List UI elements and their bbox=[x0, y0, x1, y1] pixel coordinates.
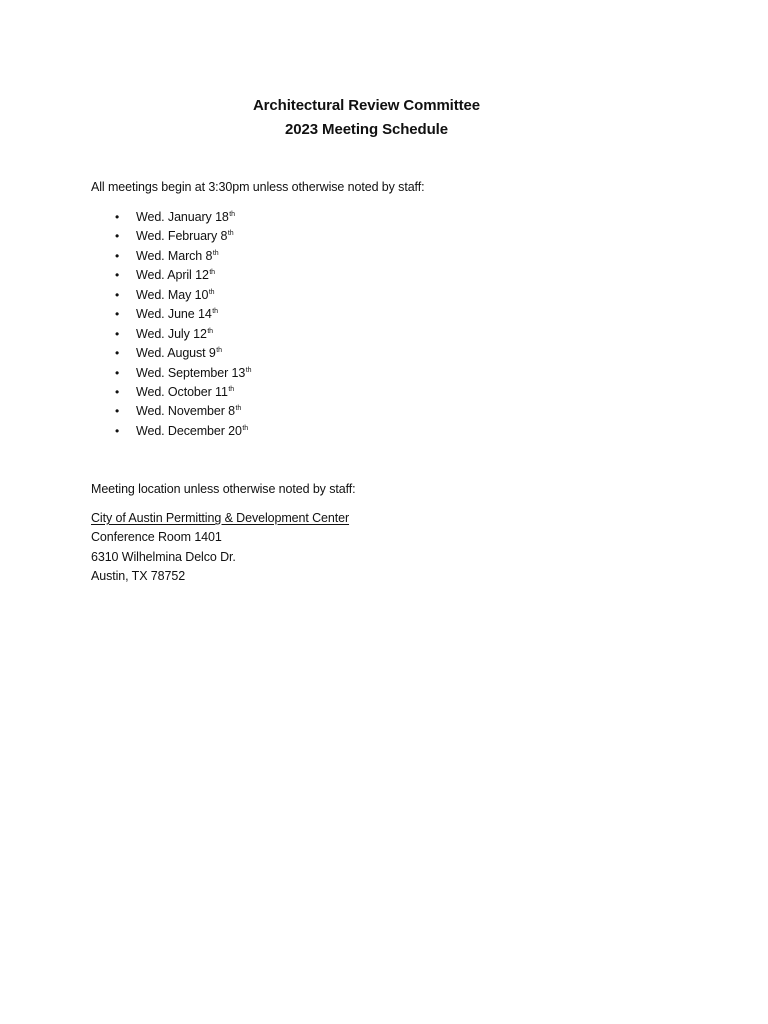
meeting-date-text: Wed. August 9th bbox=[136, 346, 222, 361]
bullet-icon: • bbox=[114, 210, 120, 224]
venue-name: City of Austin Permitting & Development Center bbox=[91, 511, 350, 525]
meeting-date-text: Wed. January 18th bbox=[136, 210, 235, 224]
ordinal-suffix: th bbox=[228, 385, 234, 393]
meeting-date-text: Wed. May 10th bbox=[136, 287, 215, 302]
title-line-schedule: 2023 Meeting Schedule bbox=[285, 121, 448, 138]
bullet-icon: • bbox=[114, 326, 120, 341]
bullet-icon: • bbox=[114, 307, 120, 322]
bullet-icon: • bbox=[114, 268, 120, 283]
venue-room: Conference Room 1401 bbox=[91, 530, 222, 545]
bullet-icon: • bbox=[114, 365, 120, 380]
bullet-icon: • bbox=[114, 229, 120, 244]
meeting-address bbox=[91, 509, 349, 586]
title-line-committee: Architectural Review Committee bbox=[252, 97, 481, 114]
ordinal-suffix: th bbox=[245, 366, 252, 374]
meeting-date-text: Wed. April 12th bbox=[136, 268, 215, 283]
meeting-date-text: Wed. November 8th bbox=[136, 404, 242, 419]
bullet-icon: • bbox=[114, 384, 120, 399]
meeting-date-text: Wed. June 14th bbox=[136, 307, 218, 322]
ordinal-suffix: th bbox=[229, 211, 235, 218]
ordinal-suffix: th bbox=[212, 308, 218, 316]
document-title bbox=[0, 94, 733, 142]
bullet-icon: • bbox=[114, 346, 120, 361]
meeting-time-note: All meetings begin at 3:30pm unless otherwise noted by staff: bbox=[91, 180, 425, 194]
ordinal-suffix: th bbox=[235, 405, 242, 413]
meeting-date-text: Wed. February 8th bbox=[136, 229, 234, 244]
bullet-icon: • bbox=[114, 423, 120, 438]
ordinal-suffix: th bbox=[227, 230, 234, 238]
bullet-icon: • bbox=[114, 248, 120, 263]
venue-street: 6310 Wilhelmina Delco Dr. bbox=[91, 549, 236, 564]
ordinal-suffix: th bbox=[242, 424, 248, 432]
ordinal-suffix: th bbox=[209, 269, 215, 277]
meeting-date-text: Wed. September 13th bbox=[136, 365, 252, 380]
meeting-date-text: Wed. October 11th bbox=[136, 384, 234, 399]
meeting-date-text: Wed. March 8th bbox=[136, 248, 219, 263]
meeting-date-text: Wed. December 20th bbox=[136, 423, 248, 438]
ordinal-suffix: th bbox=[212, 249, 219, 257]
meeting-date-text: Wed. July 12th bbox=[136, 326, 213, 341]
bullet-icon: • bbox=[114, 287, 120, 302]
meeting-location-note: Meeting location unless otherwise noted by staff: bbox=[91, 482, 356, 496]
ordinal-suffix: th bbox=[208, 288, 215, 296]
ordinal-suffix: th bbox=[207, 327, 213, 335]
bullet-icon: • bbox=[114, 404, 120, 419]
ordinal-suffix: th bbox=[216, 347, 222, 355]
venue-city: Austin, TX 78752 bbox=[91, 568, 186, 583]
